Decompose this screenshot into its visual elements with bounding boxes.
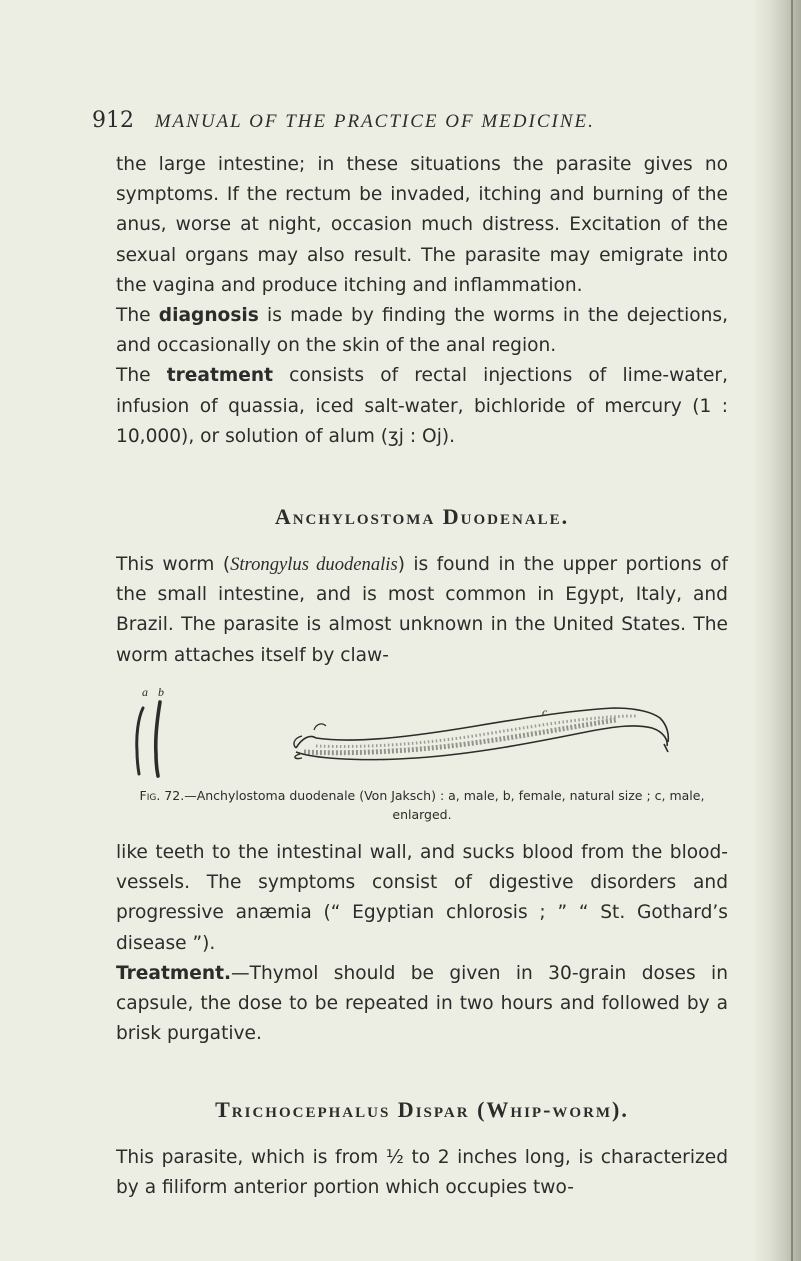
figure-caption-text: —Anchylostoma duodenale (Von Jaksch) : a, male, b, female, natural size ; c, male, enlarged. [184,788,705,822]
heading-trichocephalus: Trichocephalus Dispar (Whip-worm). [215,1097,629,1122]
page-number: 912 [92,108,134,133]
page-header [92,108,732,133]
diagnosis-term: diagnosis [158,305,259,327]
male-worm-natural [137,708,143,774]
treatment-term: treatment [166,365,273,387]
label-b: b [158,686,164,699]
treatment-heading-term: Treatment. [116,962,232,984]
section-trichocephalus-text [116,1143,728,1203]
paragraph-anchylostoma-intro: This worm (Strongylus duodenalis) is found in the upper portions of the small intestine, and is most common in Egypt, Italy, and Brazil. The parasite is almost unknown in the United States. The worm attaches itself by claw- [116,554,728,666]
figure-72 [116,686,728,786]
section-anchylostoma-text [116,550,728,671]
species-name: Strongylus duodenalis [230,554,398,575]
page-edge-shadow [755,0,801,1261]
running-head: MANUAL OF THE PRACTICE OF MEDICINE. [154,111,595,132]
section-anchylostoma-continued [116,838,728,1049]
paragraph-anchylostoma-symptoms: like teeth to the intestinal wall, and sucks blood from the blood-vessels. The symptoms consist of digestive disorders and progressive anæmia (“ Egyptian chlorosis ; ” “ St. Gothard’s disease ”). [116,842,728,954]
heading-anchylostoma: Anchylostoma Duodenale. [274,504,570,529]
paragraph-treatment: The treatment consists of rectal injections of lime-water, infusion of quassia, iced salt-water, bichloride of mercury (1 : 10,000), or solution of alum (ʒj : Oj). [116,365,728,447]
worm-illustration [116,686,728,786]
figure-caption [116,786,728,824]
figure-label: Fig. 72. [139,788,185,803]
page-edge-line [791,0,793,1261]
female-worm-natural [156,702,160,776]
label-a: a [142,686,148,699]
section-enterobius-text [116,150,728,452]
paragraph-anchylostoma-treatment: Treatment.—Thymol should be given in 30-grain doses in capsule, the dose to be repeated in two hours and followed by a brisk purgative. [116,962,728,1045]
paragraph-trichocephalus-intro: This parasite, which is from ½ to 2 inches long, is characterized by a filiform anterior portion which occupies two- [116,1147,728,1199]
paragraph-symptoms: the large intestine; in these situations the parasite gives no symptoms. If the rectum be invaded, itching and burning of the anus, worse at night, occasion much distress. Excitation of the sexual organs may also result. The parasite may emigrate into the vagina and produce itching and inflammation. [116,154,728,296]
male-worm-enlarged [294,708,668,760]
label-c: c [542,705,548,719]
paragraph-diagnosis: The diagnosis is made by finding the worms in the dejections, and occasionally on the skin of the anal region. [116,305,728,357]
